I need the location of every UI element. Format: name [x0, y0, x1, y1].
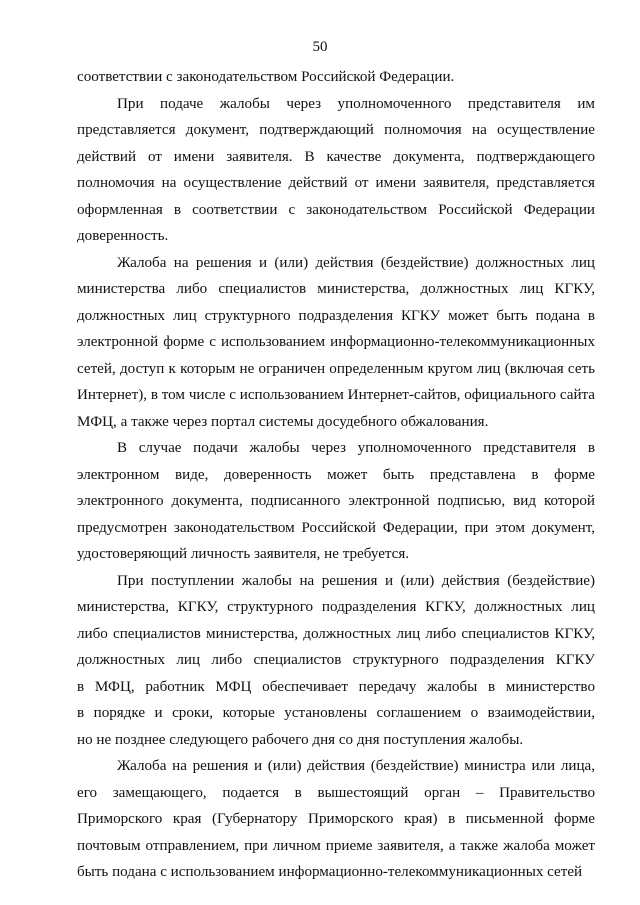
text-line: действий от имени заявителя. В качестве документа, подтверждающего: [77, 148, 595, 165]
text-line: быть подана с использованием информационно-телекоммуникационных сетей: [77, 864, 583, 880]
text-line: Приморского края (Губернатору Приморского края) в письменной форме: [77, 811, 595, 827]
text-line: При поступлении жалобы на решения и (или) действия (бездействие): [117, 572, 595, 589]
text-line: Жалоба на решения и (или) действия (бездействие) должностных лиц: [117, 254, 595, 271]
text-line: в МФЦ, работник МФЦ обеспечивает передачу жалобы в министерство: [77, 678, 595, 695]
text-line: в порядке и сроки, которые установлены соглашением о взаимодействии,: [77, 705, 595, 721]
text-line: оформленная в соответствии с законодательством Российской Федерации: [77, 201, 595, 218]
text-line: либо специалистов министерства, должностных лиц либо специалистов КГКУ,: [77, 625, 595, 642]
text-line: При подаче жалобы через уполномоченного представителя им: [117, 95, 595, 112]
text-line: В случае подачи жалобы через уполномоченного представителя в: [117, 440, 595, 456]
page-number: 50: [312, 39, 328, 55]
text-line: доверенность.: [77, 228, 169, 244]
text-line: сетей, доступ к которым не ограничен определенным кругом лиц (включая сеть: [77, 360, 595, 377]
text-line: представляется документ, подтверждающий полномочия на осуществление: [77, 122, 595, 138]
text-line: электронном виде, доверенность может быть представлена в форме: [77, 466, 595, 483]
text-line: удостоверяющий личность заявителя, не требуется.: [77, 546, 410, 562]
text-line: Жалоба на решения и (или) действия (бездействие) министра или лица,: [117, 758, 595, 774]
text-line: его замещающего, подается в вышестоящий орган – Правительство: [77, 784, 595, 801]
text-line: МФЦ, а также через портал системы досудебного обжалования.: [77, 413, 489, 430]
text-line: полномочия на осуществление действий от имени заявителя, представляется: [77, 175, 595, 191]
text-line: электронной форме с использованием информационно-телекоммуникационных: [77, 334, 595, 350]
text-line: должностных лиц либо специалистов структурного подразделения КГКУ: [77, 652, 595, 668]
text-line: но не позднее следующего рабочего дня со дня поступления жалобы.: [77, 731, 524, 748]
paragraph: [77, 435, 595, 568]
document-body: [77, 64, 595, 886]
text-line: министерства либо специалистов министерства, должностных лиц КГКУ,: [77, 281, 595, 297]
paragraph: [77, 91, 595, 250]
text-line: предусмотрен законодательством Российской Федерации, при этом документ,: [77, 519, 595, 536]
paragraph: [77, 250, 595, 436]
text-line: министерства, КГКУ, структурного подразделения КГКУ, должностных лиц: [77, 599, 595, 615]
text-line: должностных лиц структурного подразделения КГКУ может быть подана в: [77, 307, 595, 324]
text-line: электронного документа, подписанного электронной подписью, вид которой: [77, 493, 595, 509]
paragraph: [77, 753, 595, 886]
text-line: Интернет), в том числе с использованием Интернет-сайтов, официального сайта: [77, 387, 595, 403]
text-line: почтовым отправлением, при личном приеме заявителя, а также жалоба может: [77, 837, 595, 854]
paragraph: [77, 568, 595, 754]
paragraph: [77, 64, 595, 91]
text-line: соответствии с законодательством Российской Федерации.: [77, 69, 455, 85]
